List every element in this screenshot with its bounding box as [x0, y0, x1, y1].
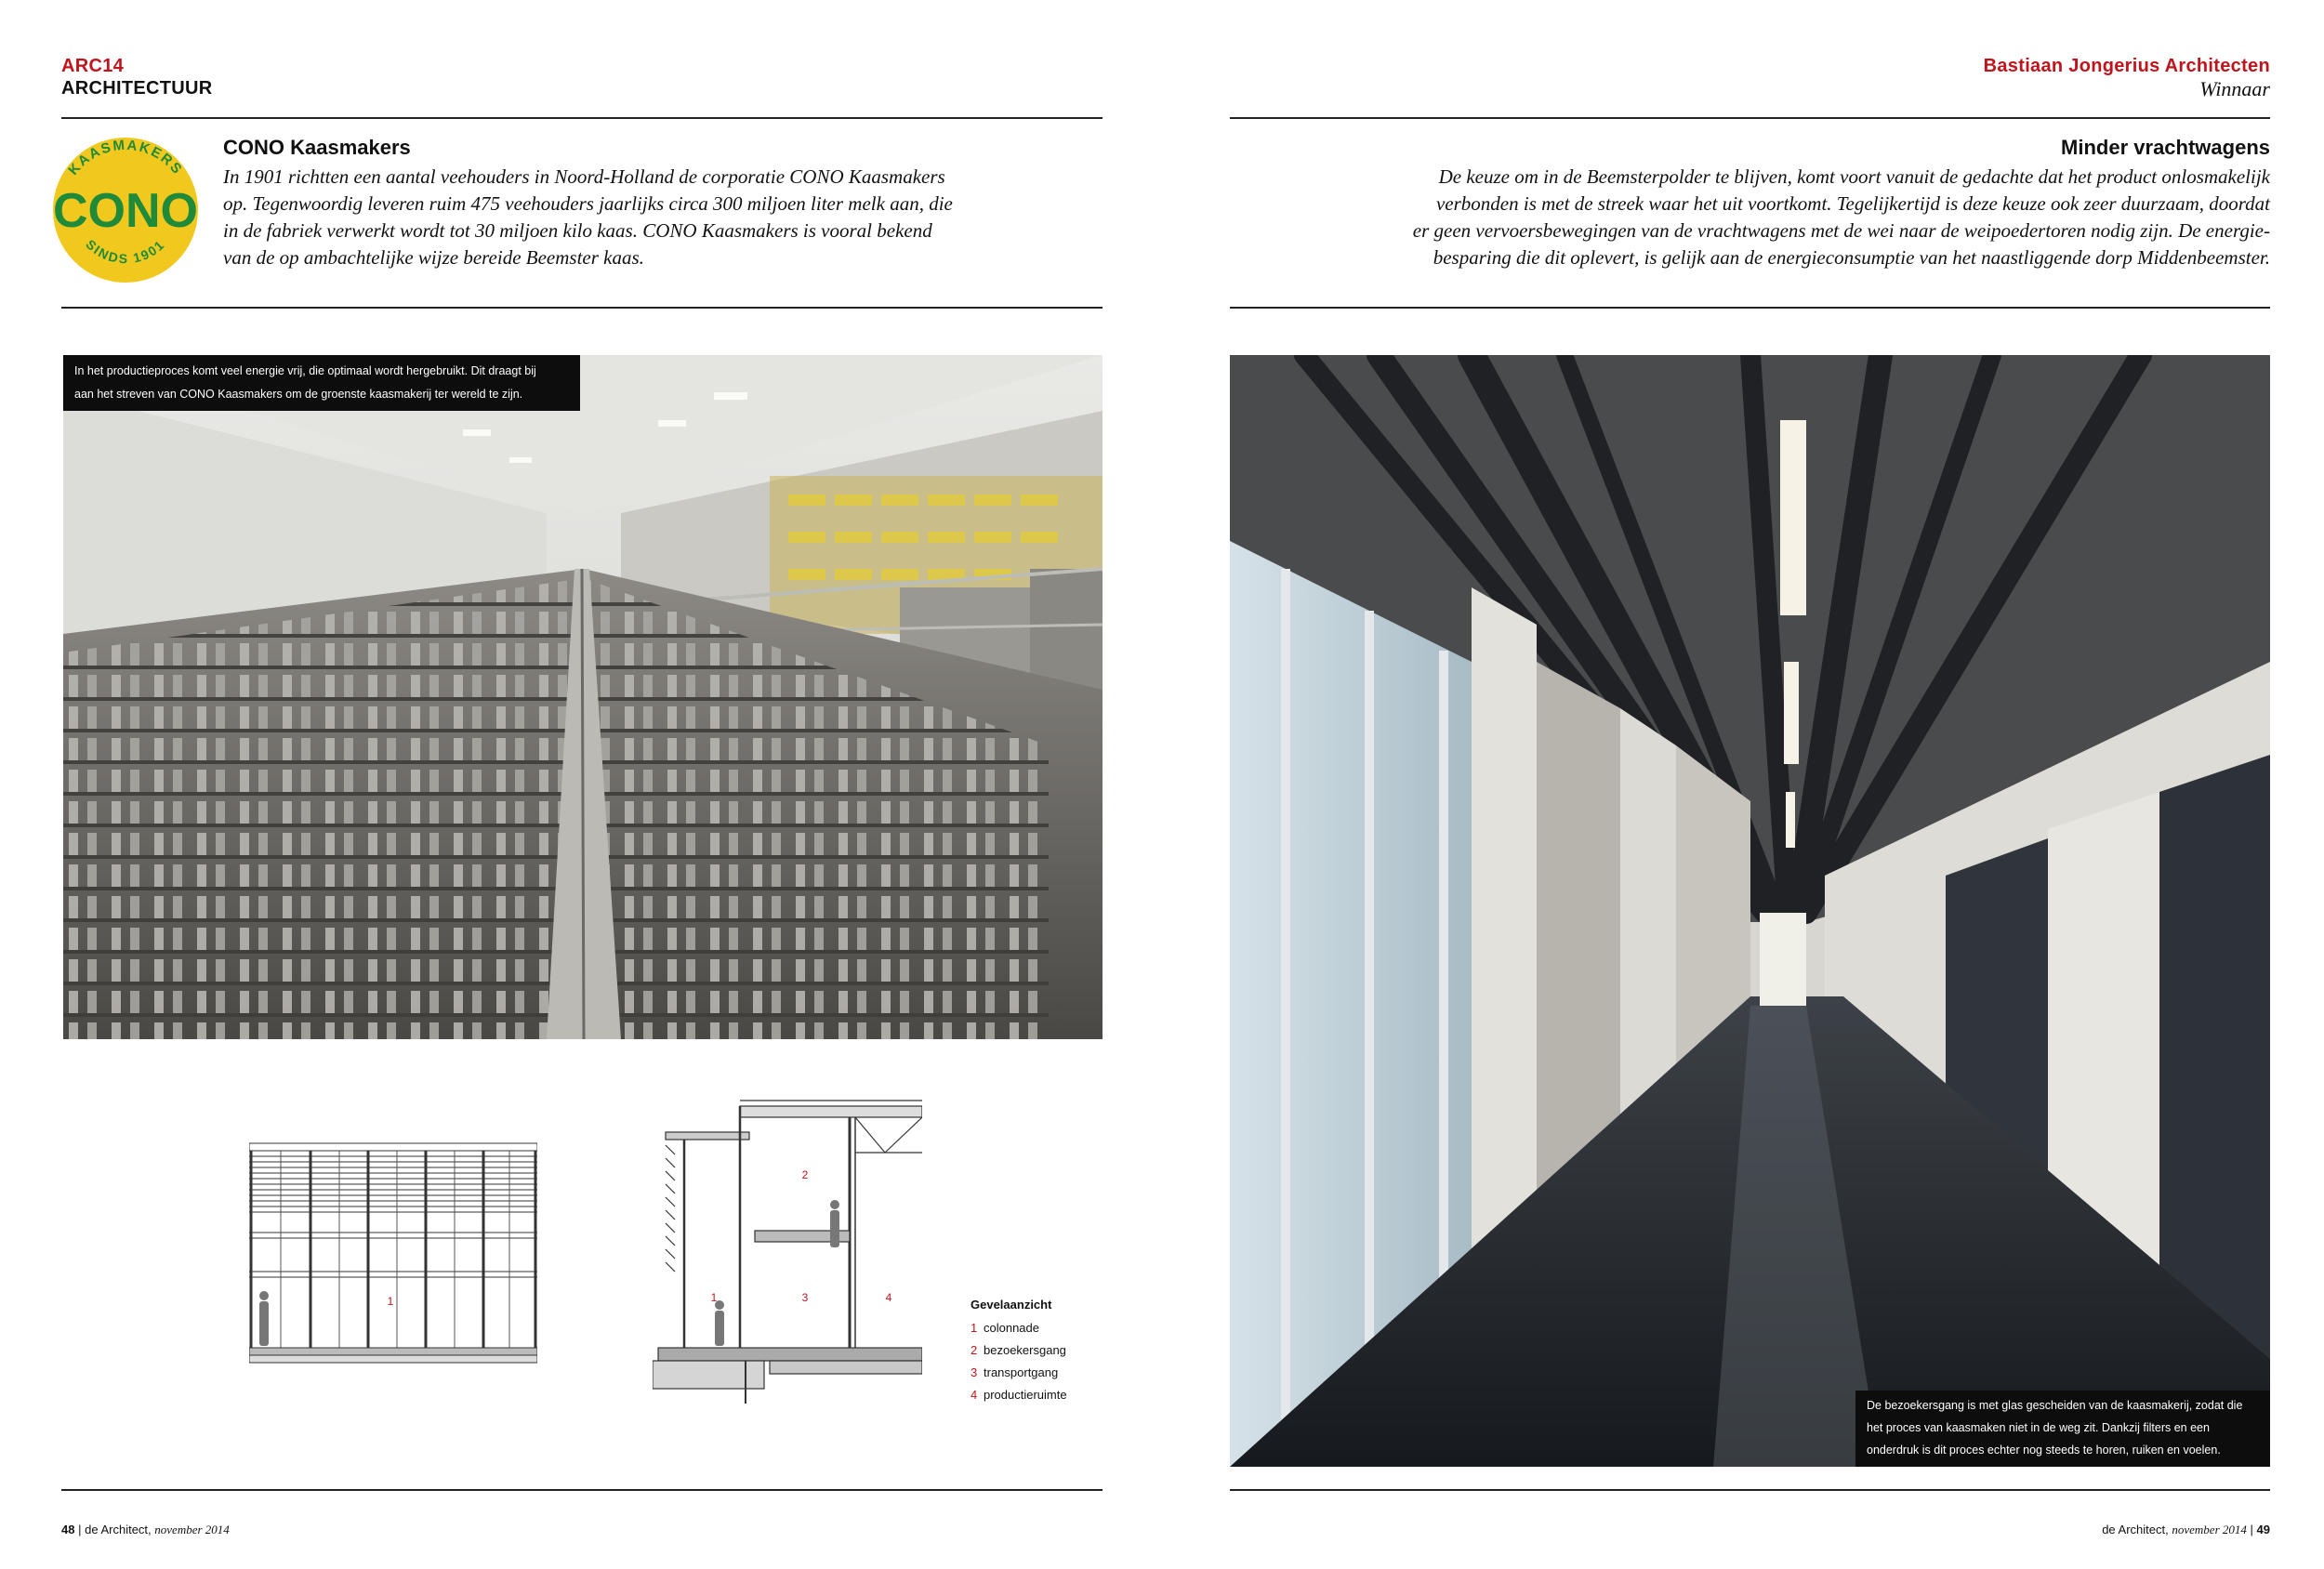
issue-date: november 2014	[154, 1523, 230, 1536]
legend-title: Gevelaanzicht	[971, 1298, 1052, 1312]
factory-photo	[63, 355, 1103, 1039]
left-article-line: in de fabriek verwerkt wordt tot 30 miljoen kilo kaas. CONO Kaasmakers is vooral bekend	[223, 219, 932, 242]
cono-logo	[37, 128, 214, 286]
right-article-body	[1238, 164, 2270, 271]
article-rule-left	[61, 307, 1103, 309]
right-article-line: er geen vervoersbewegingen van de vrachtwagens met de wei naar de weipoedertoren nodig zijn. De energie-	[1412, 219, 2270, 242]
svg-text:1: 1	[387, 1295, 394, 1308]
footer-rule-left	[61, 1489, 1103, 1491]
header-rule-right	[1230, 117, 2270, 119]
building-section-drawing	[653, 1097, 922, 1404]
right-article-line: De keuze om in de Beemsterpolder te blijven, komt voort vanuit de gedachte dat het product onlosmakelijk	[1438, 165, 2270, 188]
caption-line: De bezoekersgang is met glas gescheiden van de kaasmakerij, zodat die	[1867, 1399, 2243, 1412]
left-article-line: In 1901 richtten een aantal veehouders in Noord-Holland de corporatie CONO Kaasmakers	[223, 165, 945, 188]
left-article-line: van de op ambachtelijke wijze bereide Beemster kaas.	[223, 246, 644, 269]
facade-elevation-drawing	[249, 1141, 537, 1376]
right-article-line: besparing die dit oplevert, is gelijk aan de energieconsumptie van het naastliggende dorp Middenbeemster.	[1433, 246, 2270, 269]
legend-item: 2 bezoekersgang	[971, 1343, 1066, 1357]
firm-name: Bastiaan Jongerius Architecten	[1983, 56, 2270, 76]
svg-text:2: 2	[801, 1168, 809, 1181]
drawing-legend	[971, 1298, 1138, 1406]
corridor-photo	[1230, 355, 2270, 1467]
legend-item: 3 transportgang	[971, 1365, 1059, 1379]
corridor-photo-caption	[1855, 1391, 2270, 1467]
magazine-name: de Architect,	[2102, 1523, 2169, 1536]
footer-separator: |	[78, 1523, 82, 1536]
caption-line: aan het streven van CONO Kaasmakers om de groenste kaasmakerij ter wereld te zijn.	[74, 388, 523, 401]
right-article-line: verbonden is met de streek waar het uit voortkomt. Tegelijkertijd is deze keuze ook zeer duurzaam, doordat	[1435, 192, 2270, 215]
magazine-name: de Architect,	[85, 1523, 152, 1536]
left-article-body	[223, 164, 1060, 271]
footer-right	[2102, 1523, 2270, 1537]
right-article-title: Minder vrachtwagens	[2061, 136, 2270, 159]
header-rule-left	[61, 117, 1103, 119]
svg-text:SINDS 1901: SINDS 1901	[83, 236, 168, 267]
legend-item: 1 colonnade	[971, 1321, 1039, 1335]
legend-item: 4 productieruimte	[971, 1388, 1067, 1402]
svg-text:1: 1	[710, 1291, 718, 1304]
svg-text:KAASMAKERS: KAASMAKERS	[65, 137, 186, 178]
caption-line: het proces van kaasmaken niet in de weg zit. Dankzij filters en een	[1867, 1421, 2210, 1434]
footer-rule-right	[1230, 1489, 2270, 1491]
series-label: ARC14	[61, 56, 125, 76]
svg-text:4: 4	[885, 1291, 892, 1304]
article-rule-right	[1230, 307, 2270, 309]
left-article-title: CONO Kaasmakers	[223, 136, 411, 159]
issue-date: november 2014	[2172, 1523, 2247, 1536]
svg-text:3: 3	[801, 1291, 809, 1304]
footer-separator: |	[2250, 1523, 2253, 1536]
section-label: ARCHITECTUUR	[61, 78, 213, 99]
award-status: Winnaar	[2199, 77, 2270, 100]
page-number-left: 48	[61, 1523, 75, 1536]
svg-text:CONO: CONO	[53, 184, 198, 238]
footer-left	[61, 1523, 230, 1537]
factory-photo-caption	[63, 355, 580, 411]
caption-line: In het productieproces komt veel energie vrij, die optimaal wordt hergebruikt. Dit draagt bij	[74, 364, 536, 377]
caption-line: onderdruk is dit proces echter nog steeds te horen, ruiken en voelen.	[1867, 1444, 2221, 1457]
page-number-right: 49	[2256, 1523, 2270, 1536]
left-article-line: op. Tegenwoordig leveren ruim 475 veehouders jaarlijks circa 300 miljoen liter melk aan, die	[223, 192, 953, 215]
